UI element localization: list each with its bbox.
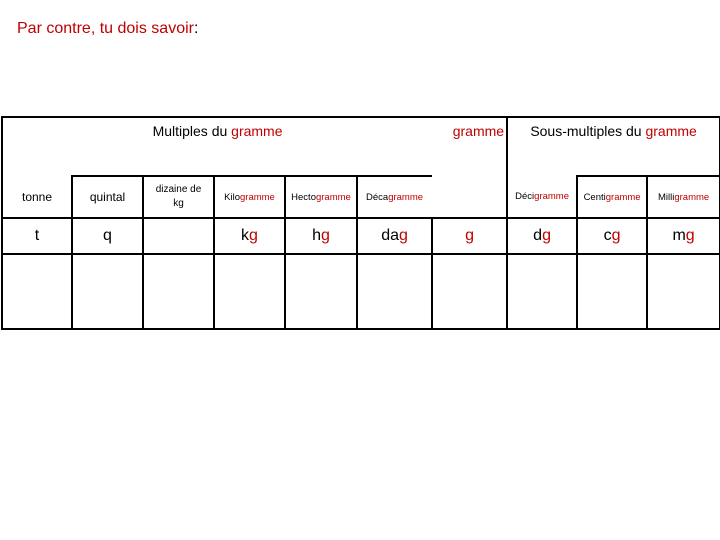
- name-tonne: tonne: [2, 176, 72, 218]
- multiples-header: Multiples du gramme: [2, 117, 432, 176]
- empty-row: [2, 254, 720, 329]
- empty-cell: [647, 254, 720, 329]
- base-unit-header: gramme: [432, 117, 507, 176]
- name-milligramme: Milligramme: [647, 176, 720, 218]
- page-title: [17, 20, 198, 38]
- symbols-row: [2, 218, 720, 254]
- name-quintal: quintal: [72, 176, 143, 218]
- name-hectogramme: Hectogramme: [285, 176, 357, 218]
- symbol-hg: hg: [285, 218, 357, 254]
- symbol-dag: dag: [357, 218, 432, 254]
- symbol-t: t: [2, 218, 72, 254]
- names-row: [2, 176, 720, 218]
- name-kilogramme: Kilogramme: [214, 176, 285, 218]
- title-colon: :: [193, 20, 199, 37]
- name-centigramme: Centigramme: [577, 176, 647, 218]
- empty-cell: [143, 254, 214, 329]
- symbol-q: q: [72, 218, 143, 254]
- empty-cell: [507, 254, 577, 329]
- symbol-g: g: [432, 218, 507, 254]
- empty-cell: [72, 254, 143, 329]
- name-gramme-empty: [432, 176, 507, 218]
- sous-multiples-header: Sous-multiples du gramme: [507, 117, 720, 176]
- empty-cell: [432, 254, 507, 329]
- header-row: [2, 117, 720, 176]
- symbol-dg: dg: [507, 218, 577, 254]
- empty-cell: [285, 254, 357, 329]
- name-decigramme: Décigramme: [507, 176, 577, 218]
- empty-cell: [214, 254, 285, 329]
- symbol-mg: mg: [647, 218, 720, 254]
- mass-units-table: [1, 116, 720, 330]
- symbol-kg: kg: [214, 218, 285, 254]
- name-dizaine-de-kg: dizaine de kg: [143, 176, 214, 218]
- symbol-cg: cg: [577, 218, 647, 254]
- empty-cell: [2, 254, 72, 329]
- symbol-empty: [143, 218, 214, 254]
- title-text: Par contre, tu dois savoir: [17, 20, 194, 37]
- empty-cell: [357, 254, 432, 329]
- empty-cell: [577, 254, 647, 329]
- name-decagramme: Décagramme: [357, 176, 432, 218]
